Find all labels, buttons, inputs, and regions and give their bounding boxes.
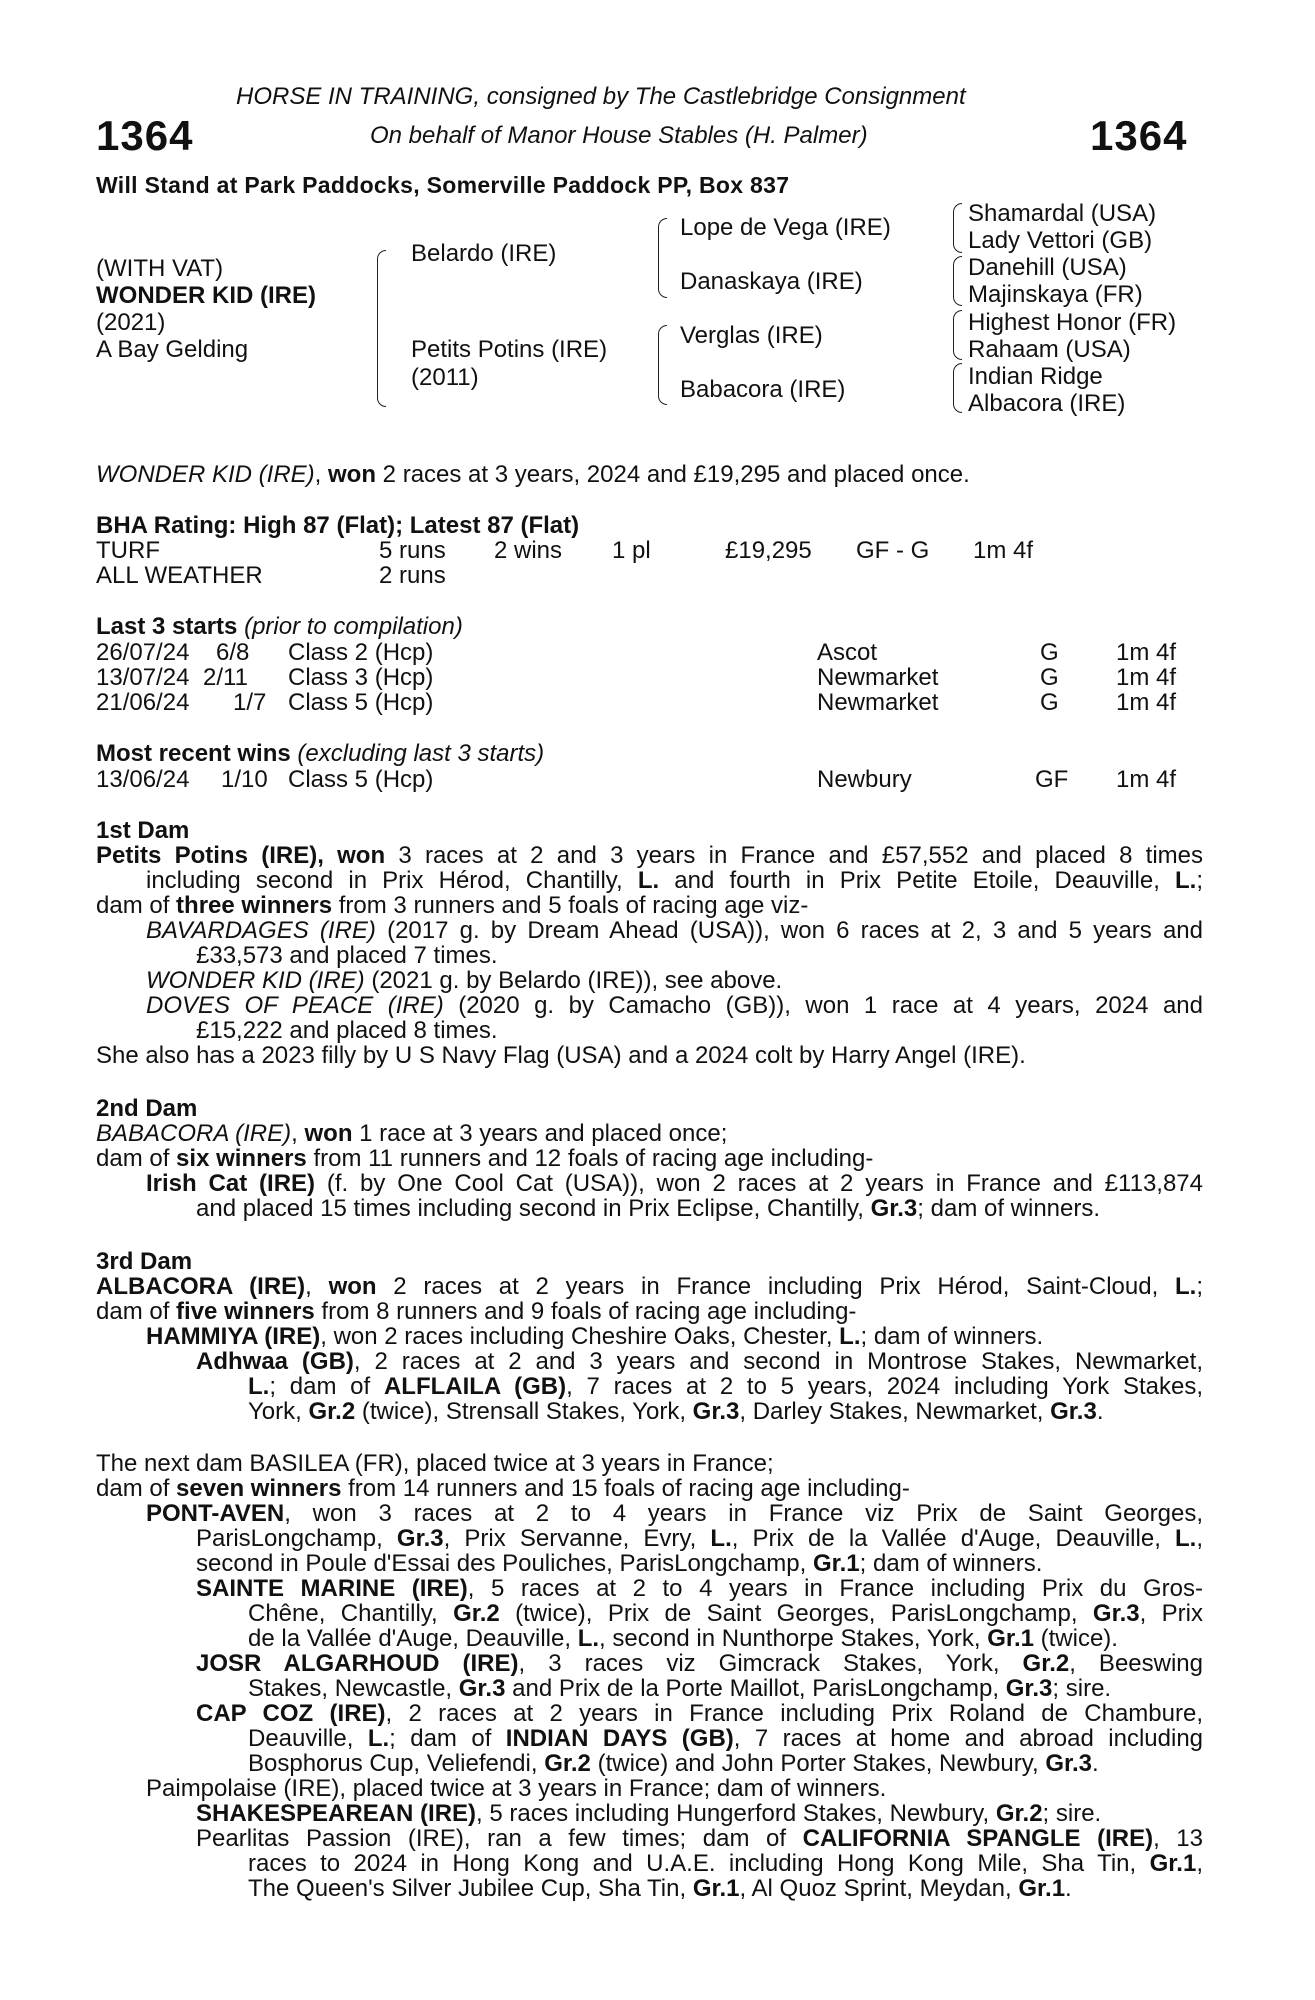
table-row-class: Class 3 (Hcp)	[288, 664, 434, 691]
turf-label: TURF	[96, 537, 160, 564]
turf-placed: 1 pl	[612, 537, 651, 564]
dam1-line: including second in Prix Hérod, Chantilly, L. and fourth in Prix Petite Etoile, Deauville, L.;	[146, 867, 1204, 894]
pedigree-bracket-sire	[658, 218, 667, 298]
turf-going: GF - G	[856, 537, 930, 564]
next-dam-line: dam of seven winners from 14 runners and 15 foals of racing age including-	[96, 1475, 910, 1502]
pedigree-bracket-dss	[953, 310, 962, 360]
table-row: 13/06/24	[96, 766, 190, 793]
dam2-line: and placed 15 times including second in Prix Eclipse, Chantilly, Gr.3; dam of winners.	[196, 1195, 1101, 1222]
lot-number-left: 1364	[96, 112, 194, 159]
pedigree-bracket-sss	[953, 203, 962, 253]
next-dam-line: The Queen's Silver Jubilee Cup, Sha Tin, Gr.1, Al Quoz Sprint, Meydan, Gr.1.	[248, 1875, 1072, 1902]
dam1-heading: 1st Dam	[96, 817, 190, 844]
next-dam-line: de la Vallée d'Auge, Deauville, L., second in Nunthorpe Stakes, York, Gr.1 (twice).	[248, 1625, 1118, 1652]
recent-wins-heading: Most recent wins (excluding last 3 starts)	[96, 740, 545, 767]
table-row-dist: 1m 4f	[1116, 766, 1177, 793]
pedigree-ssd: Lady Vettori (GB)	[968, 227, 1153, 254]
aw-runs: 2 runs	[379, 562, 446, 589]
pedigree-dsd: Rahaam (USA)	[968, 336, 1131, 363]
dam3-line: dam of five winners from 8 runners and 9 foals of racing age including-	[96, 1298, 857, 1325]
pedigree-bracket-dds	[953, 363, 962, 413]
horse-name: WONDER KID (IRE)	[96, 282, 316, 309]
next-dam-line: The next dam BASILEA (FR), placed twice at 3 years in France;	[96, 1450, 774, 1477]
dam3-line: HAMMIYA (IRE), won 2 races including Cheshire Oaks, Chester, L.; dam of winners.	[146, 1323, 1044, 1350]
pedigree-sdd: Majinskaya (FR)	[968, 281, 1143, 308]
pedigree-dam: Petits Potins (IRE)	[411, 336, 608, 363]
vat-status: (WITH VAT)	[96, 255, 224, 282]
table-row-going: GF	[1035, 766, 1069, 793]
pedigree-sss: Shamardal (USA)	[968, 200, 1157, 227]
table-row-course: Newbury	[817, 766, 912, 793]
table-row-course: Ascot	[817, 639, 878, 666]
next-dam-line: races to 2024 in Hong Kong and U.A.E. including Hong Kong Mile, Sha Tin, Gr.1,	[248, 1850, 1203, 1877]
table-row: 13/07/24	[96, 664, 190, 691]
dam3-line: Adhwaa (GB), 2 races at 2 and 3 years and second in Montrose Stakes, Newmarket,	[196, 1348, 1203, 1375]
dam3-heading: 3rd Dam	[96, 1248, 193, 1275]
table-row-dist: 1m 4f	[1116, 639, 1177, 666]
pedigree-dss: Highest Honor (FR)	[968, 309, 1177, 336]
table-row-pos: 1/7	[233, 689, 267, 716]
dam1-line: WONDER KID (IRE) (2021 g. by Belardo (IRE)), see above.	[146, 967, 783, 994]
pedigree-dam-sire: Verglas (IRE)	[680, 322, 823, 349]
dam3-line: York, Gr.2 (twice), Strensall Stakes, York, Gr.3, Darley Stakes, Newmarket, Gr.3.	[248, 1398, 1104, 1425]
next-dam-line: second in Poule d'Essai des Pouliches, ParisLongchamp, Gr.1; dam of winners.	[196, 1550, 1043, 1577]
pedigree-bracket-sds	[953, 256, 962, 306]
dam3-line: ALBACORA (IRE), won 2 races at 2 years in France including Prix Hérod, Saint-Cloud, L.;	[96, 1273, 1203, 1300]
dam1-line: dam of three winners from 3 runners and 5 foals of racing age viz-	[96, 892, 809, 919]
dam3-line: L.; dam of ALFLAILA (GB), 7 races at 2 to 5 years, 2024 including York Stakes,	[248, 1373, 1203, 1400]
table-row: 21/06/24	[96, 689, 190, 716]
pedigree-sire: Belardo (IRE)	[411, 240, 557, 267]
foaling-year: (2021)	[96, 309, 166, 336]
race-summary: WONDER KID (IRE), won 2 races at 3 years, 2024 and £19,295 and placed once.	[96, 461, 970, 488]
turf-prize: £19,295	[725, 537, 812, 564]
dam1-line: Petits Potins (IRE), won 3 races at 2 and 3 years in France and £57,552 and placed 8 times	[96, 842, 1204, 869]
dam1-line: £15,222 and placed 8 times.	[196, 1017, 498, 1044]
table-row-course: Newmarket	[817, 689, 939, 716]
next-dam-line: SHAKESPEAREAN (IRE), 5 races including Hungerford Stakes, Newbury, Gr.2; sire.	[196, 1800, 1102, 1827]
dam1-line: BAVARDAGES (IRE) (2017 g. by Dream Ahead (USA)), won 6 races at 2, 3 and 5 years and	[146, 917, 1203, 944]
dam2-line: Irish Cat (IRE) (f. by One Cool Cat (USA)), won 2 races at 2 years in France and £113,874	[146, 1170, 1204, 1197]
table-row-class: Class 5 (Hcp)	[288, 766, 434, 793]
next-dam-line: SAINTE MARINE (IRE), 5 races at 2 to 4 years in France including Prix du Gros-	[196, 1575, 1204, 1602]
on-behalf-line: On behalf of Manor House Stables (H. Palmer)	[370, 122, 868, 149]
table-row-going: G	[1040, 664, 1059, 691]
next-dam-line: ParisLongchamp, Gr.3, Prix Servanne, Evry, L., Prix de la Vallée d'Auge, Deauville, L.,	[196, 1525, 1203, 1552]
horse-description: A Bay Gelding	[96, 336, 249, 363]
next-dam-line: PONT-AVEN, won 3 races at 2 to 4 years in France viz Prix de Saint Georges,	[146, 1500, 1203, 1527]
next-dam-line: Stakes, Newcastle, Gr.3 and Prix de la Porte Maillot, ParisLongchamp, Gr.3; sire.	[248, 1675, 1112, 1702]
pedigree-sds: Danehill (USA)	[968, 254, 1127, 281]
next-dam-line: Bosphorus Cup, Veliefendi, Gr.2 (twice) and John Porter Stakes, Newbury, Gr.3.	[248, 1750, 1099, 1777]
pedigree-ddd: Albacora (IRE)	[968, 390, 1126, 417]
table-row-class: Class 2 (Hcp)	[288, 639, 434, 666]
turf-runs: 5 runs	[379, 537, 446, 564]
pedigree-dds: Indian Ridge	[968, 363, 1103, 390]
table-row-class: Class 5 (Hcp)	[288, 689, 434, 716]
dam2-line: BABACORA (IRE), won 1 race at 3 years and placed once;	[96, 1120, 728, 1147]
pedigree-bracket-dam	[658, 325, 667, 405]
last3-heading: Last 3 starts (prior to compilation)	[96, 613, 463, 640]
bha-rating: BHA Rating: High 87 (Flat); Latest 87 (Flat)	[96, 512, 580, 539]
consignor-line: HORSE IN TRAINING, consigned by The Castlebridge Consignment	[236, 83, 966, 110]
next-dam-line: Chêne, Chantilly, Gr.2 (twice), Prix de Saint Georges, ParisLongchamp, Gr.3, Prix	[248, 1600, 1203, 1627]
next-dam-line: Paimpolaise (IRE), placed twice at 3 years in France; dam of winners.	[146, 1775, 887, 1802]
next-dam-line: Pearlitas Passion (IRE), ran a few times; dam of CALIFORNIA SPANGLE (IRE), 13	[196, 1825, 1203, 1852]
pedigree-sire-dam: Danaskaya (IRE)	[680, 268, 863, 295]
table-row-pos: 1/10	[221, 766, 268, 793]
lot-number-right: 1364	[1090, 112, 1188, 159]
turf-wins: 2 wins	[494, 537, 563, 564]
table-row-pos: 6/8	[216, 639, 250, 666]
dam1-line: £33,573 and placed 7 times.	[196, 942, 498, 969]
table-row-dist: 1m 4f	[1116, 664, 1177, 691]
table-row-going: G	[1040, 689, 1059, 716]
dam2-line: dam of six winners from 11 runners and 12 foals of racing age including-	[96, 1145, 874, 1172]
next-dam-line: JOSR ALGARHOUD (IRE), 3 races viz Gimcrack Stakes, York, Gr.2, Beeswing	[196, 1650, 1203, 1677]
table-row-going: G	[1040, 639, 1059, 666]
table-row-pos: 2/11	[203, 664, 248, 691]
stand-location: Will Stand at Park Paddocks, Somerville Paddock PP, Box 837	[96, 172, 790, 198]
aw-label: ALL WEATHER	[96, 562, 263, 589]
turf-distance: 1m 4f	[973, 537, 1034, 564]
dam2-heading: 2nd Dam	[96, 1095, 198, 1122]
pedigree-dam-year: (2011)	[411, 364, 479, 391]
next-dam-line: Deauville, L.; dam of INDIAN DAYS (GB), 7 races at home and abroad including	[248, 1725, 1204, 1752]
pedigree-sire-sire: Lope de Vega (IRE)	[680, 214, 891, 241]
dam1-line: DOVES OF PEACE (IRE) (2020 g. by Camacho (GB)), won 1 race at 4 years, 2024 and	[146, 992, 1204, 1019]
pedigree-bracket-main	[377, 250, 386, 407]
table-row-course: Newmarket	[817, 664, 939, 691]
next-dam-line: CAP COZ (IRE), 2 races at 2 years in France including Prix Roland de Chambure,	[196, 1700, 1203, 1727]
pedigree-dam-dam: Babacora (IRE)	[680, 376, 846, 403]
table-row-dist: 1m 4f	[1116, 689, 1177, 716]
dam1-line: She also has a 2023 filly by U S Navy Flag (USA) and a 2024 colt by Harry Angel (IRE).	[96, 1042, 1026, 1069]
table-row: 26/07/24	[96, 639, 190, 666]
